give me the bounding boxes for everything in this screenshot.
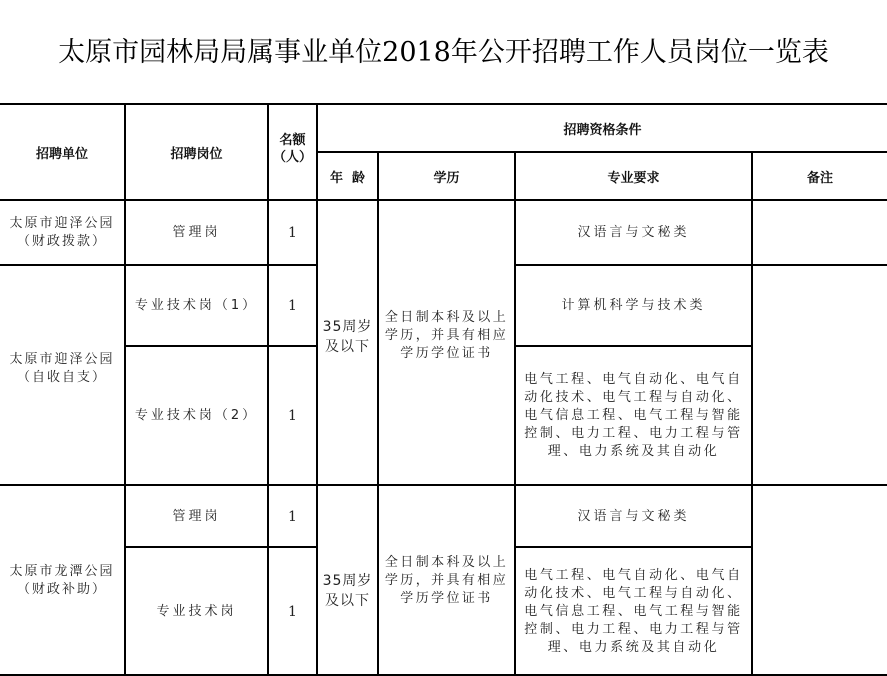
age-line2: 及以下 bbox=[325, 339, 370, 355]
age-line1: 35周岁 bbox=[322, 319, 373, 335]
unit-funding: （自收自支） bbox=[16, 369, 107, 385]
position-quota: 1 bbox=[288, 298, 297, 314]
position-title: 管理岗 bbox=[172, 225, 221, 240]
position-major: 电气工程、电气自动化、电气自动化技术、电气工程与自动化、电气信息工程、电气工程与智能控制、电力工程、电力工程与管理、电力系统及其自动化 bbox=[524, 567, 743, 655]
remarks-cell bbox=[753, 266, 887, 485]
position-title: 专业技术岗 bbox=[156, 603, 237, 619]
unit-name: 太原市迎泽公园 bbox=[9, 216, 115, 231]
header-age: 年 龄 bbox=[329, 171, 366, 186]
position-quota: 1 bbox=[288, 508, 297, 525]
unit-funding: （财政拨款） bbox=[16, 234, 107, 249]
header-unit: 招聘单位 bbox=[35, 146, 88, 162]
unit-name: 太原市龙潭公园 bbox=[9, 563, 115, 579]
header-qualifications: 招聘资格条件 bbox=[563, 122, 642, 138]
unit-cell bbox=[0, 266, 124, 485]
remarks-cell bbox=[753, 201, 887, 265]
age-requirement bbox=[318, 486, 377, 675]
unit-cell bbox=[0, 201, 124, 265]
position-title: 专业技术岗（1） bbox=[134, 298, 259, 313]
unit-name: 太原市迎泽公园 bbox=[9, 351, 115, 367]
remarks-cell bbox=[753, 486, 887, 675]
position-major: 汉语言与文秘类 bbox=[577, 225, 690, 240]
position-quota: 1 bbox=[288, 408, 297, 424]
unit-funding: （财政补助） bbox=[16, 581, 107, 597]
header-remarks: 备注 bbox=[806, 171, 833, 186]
age-line2: 及以下 bbox=[325, 592, 370, 609]
header-quota-line1: 名额 bbox=[279, 133, 306, 148]
position-quota: 1 bbox=[288, 603, 297, 620]
header-major: 专业要求 bbox=[607, 171, 660, 186]
position-major: 汉语言与文秘类 bbox=[577, 508, 690, 524]
position-title: 专业技术岗（2） bbox=[134, 408, 259, 423]
position-major: 电气工程、电气自动化、电气自动化技术、电气工程与自动化、电气信息工程、电气工程与智能控制、电力工程、电力工程与管理、电力系统及其自动化 bbox=[524, 372, 743, 459]
age-requirement bbox=[318, 201, 377, 485]
education-requirement: 全日制本科及以上学历，并具有相应学历学位证书 bbox=[384, 310, 509, 361]
education-requirement: 全日制本科及以上学历，并具有相应学历学位证书 bbox=[384, 554, 509, 606]
position-major: 计算机科学与技术类 bbox=[561, 298, 706, 313]
position-title: 管理岗 bbox=[172, 508, 221, 524]
unit-cell bbox=[0, 486, 124, 675]
header-quota bbox=[269, 104, 316, 200]
age-line1: 35周岁 bbox=[322, 572, 373, 589]
position-quota: 1 bbox=[288, 225, 297, 241]
header-education: 学历 bbox=[433, 171, 460, 186]
header-position: 招聘岗位 bbox=[170, 146, 223, 162]
header-quota-line2: （人） bbox=[272, 150, 312, 165]
page-title: 太原市园林局局属事业单位2018年公开招聘工作人员岗位一览表 bbox=[58, 37, 829, 68]
